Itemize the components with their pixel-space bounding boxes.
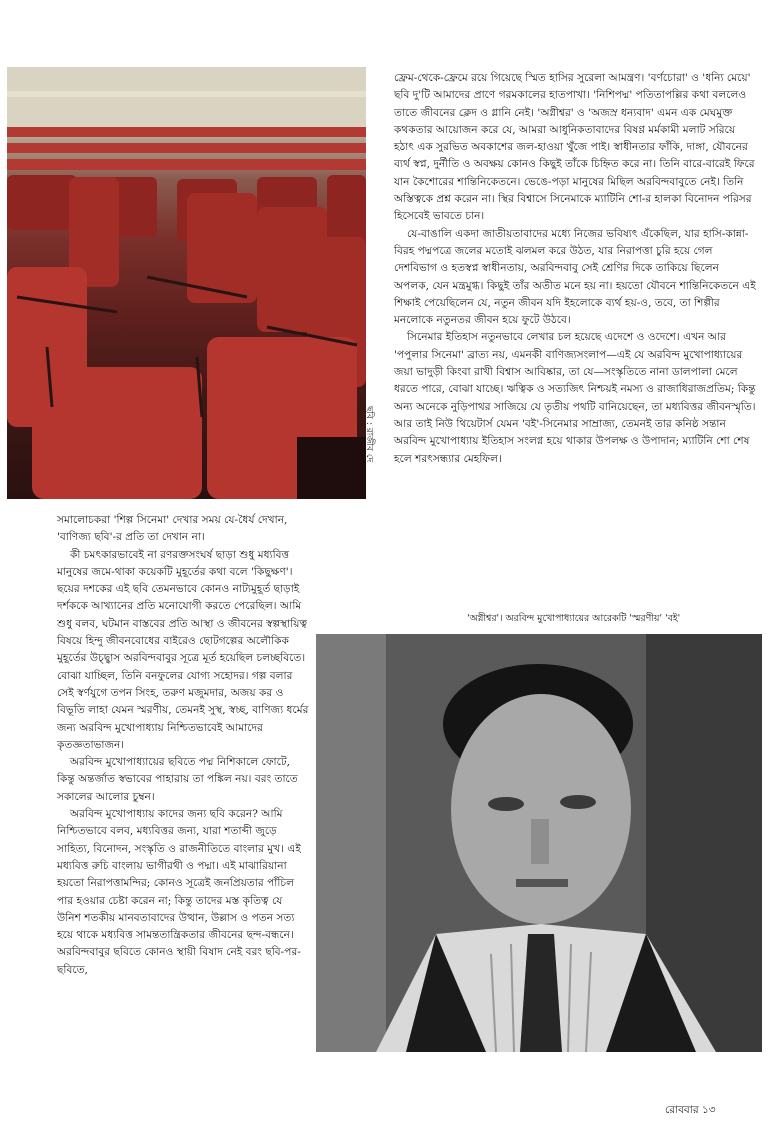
article-left-column	[57, 512, 309, 979]
paragraph: যে-বাঙালি একদা জাতীয়তাবাদের মধ্যে নিজের ভবিষ্যৎ এঁকেছিল, যার হাসি-কান্না-বিরহ পদ্মপত্রে জলের মতোই ঝলমল করে উঠত, যার নিরাপত্তা চুরি হয়ে গেল দেশবিভাগ ও হতস্বপ্ন স্বাধীনতায়, অরবিন্দবাবু সেই শ্রেণির দিকে তাকিয়ে ছিলেন অপলক, যেন মন্ত্রমুগ্ধ। কিছুই তাঁর অতীত মনে হয় না। হয়তো যৌবনে শান্তিনিকেতনে এই শিক্ষাই পেয়েছিলেন যে, নতুন জীবন যদি ইহলোকে ব্যর্থ হয়-ও, তবে, তা শিল্পীর মনলোকে নতুনতর জীবন হয়ে ফুটে উঠবে।	[394, 227, 756, 327]
page-number: ১৩	[701, 1104, 716, 1116]
photo-caption: 'অগ্নীশ্বর'। অরবিন্দ মুখোপাধ্যায়ের আরেকটি 'স্মরণীয়' 'বই'	[467, 613, 681, 624]
paragraph: সমালোচকরা 'শিল্প সিনেমা' দেখার সময় যে-ধৈর্য দেখান, 'বাণিজ্য ছবি'-র প্রতি তা দেখান না।	[57, 514, 288, 544]
paragraph: কী চমৎকারভাবেই না রণরক্তসংঘর্ষ ছাড়া শুধু মধ্যবিত্ত মানুষের জমে-থাকা কয়েকটি মুহূর্তের কথা বলে 'কিছুক্ষণ'। ছয়ের দশকের এই ছবি তেমনভাবে কোনও নাট্যমুহূর্ত ছাড়াই দর্শককে আখ্যানের প্রতি মনোযোগী করতে পেরেছিল। আমি শুধু বলব, ঘটমান বাস্তবের প্রতি আস্থা ও জীবনের স্বল্পস্থায়িত্ব বিষয়ে হিন্দু জীবনবোধের বাইরেও ছোটগল্পের অলৌকিক মুহূর্তের উচ্ছ্বাস অরবিন্দবাবুর সূত্রে মূর্ত হয়েছিল চলচ্ছবিতে। বোঝা যাচ্ছিল, তিনি বনফুলের যোগ্য সহোদর। গল্প বলার সেই স্বর্ণযুগে তপন সিংহ, তরুণ মজুমদার, অজয় কর ও বিভূতি লাহা যেমন স্মরণীয়, তেমনই সুস্থ, স্বচ্ছ, বাণিজ্য ধর্মের জন্য অরবিন্দ মুখোপাধ্যায় নিশ্চিতভাবেই আমাদের কৃতজ্ঞতাভাজন।	[57, 548, 309, 751]
paragraph: সিনেমার ইতিহাস নতুনভাবে লেখার চল হয়েছে এদেশে ও ওদেশে। এখন আর 'পপুলার সিনেমা' ব্রাত্য নয়, এমনকী বাণিজ্যসংলাপ—এই যে অরবিন্দ মুখোপাধ্যায়ের জয়া ভাদুড়ী কিংবা রাখী বিশ্বাস আবিষ্কার, তা যে—সংস্কৃতিতে নানা ডালপালা মেলে ধরতে পারে, বোঝা যাচ্ছে। ঋত্বিক ও সত্যজিৎ নিশ্চয়ই নমস্য ও রাজাধিরাজপ্রতিম; কিন্তু অন্য অনেকে নুড়িপাথর সাজিয়ে যে তৃতীয় পথটি বানিয়েছেন, তা মধ্যবিত্তর জীবনস্মৃতি। আর তাই নিউ থিয়েটার্স যেমন 'বই'-সিনেমার সাম্রাজ্য, তেমনই তার কনিষ্ঠ সন্তান অরবিন্দ মুখোপাধ্যায় ইতিহাস সংলগ্ন হয়ে থাকার উপলক্ষ ও উপাদান; ম্যাটিনি শো শেষ হলে শরৎসন্ধ্যার মেহফিল।	[394, 331, 756, 465]
paragraph: অরবিন্দ মুখোপাধ্যায় কাদের জন্য ছবি করেন? আমি নিশ্চিতভাবে বলব, মধ্যবিত্তর জন্য, যারা শতাব্দী জুড়ে সাহিত্য, বিনোদন, সংস্কৃতি ও রাজনীতিতে বাংলার মুখ। এই মধ্যবিত্ত রুচি বাংলায় ভাগীরথী ও পদ্মা। এই মাঝারিয়ানা হয়তো নিরাপত্তামন্দির; কোনও সূত্রেই জনপ্রিয়তার পাঁচিল পার হওয়ার চেষ্টা করেন না; কিন্তু তাদের মস্ত কৃতিত্ব যে উনিশ শতকীয় মানবতাবাদের উত্থান, উল্লাস ও পতন সত্য হয়ে থাকে মধ্যবিত্ত সামন্ততান্ত্রিকতার জীবনের ছন্দ-বন্ধনে। অরবিন্দবাবুর ছবিতে কোনও স্থায়ী বিষাদ নেই বরং ছবি-পর-ছবিতে,	[57, 808, 301, 976]
actor-portrait-photo	[316, 634, 762, 1052]
magazine-name: রোববার	[665, 1104, 699, 1116]
paragraph: অরবিন্দ মুখোপাধ্যায়ের ছবিতে পদ্ম নিশিকালে ফোটে, কিন্তু অন্তর্জাত স্বভাবের পাহারায় তা পঙ্কিল নয়। বরং তাতে সকালের আলোর চুম্বন।	[57, 756, 298, 803]
photo-credit: ছবি : রাজীব দে	[364, 406, 374, 463]
article-right-column	[394, 70, 756, 468]
actor-portrait-illustration	[316, 634, 762, 1052]
cinema-seats-photo	[7, 67, 366, 499]
cinema-seats-illustration	[7, 67, 366, 499]
paragraph: ফ্রেম-থেকে-ফ্রেমে রয়ে গিয়েছে স্মিত হাসির সুরেলা আমন্ত্রণ। 'বর্ণচোরা' ও 'ধন্যি মেয়ে' ছবি দু'টি আমাদের প্রাণে গরমকালের হাতপাখা। 'নিশিপদ্ম' পতিতাপল্লির কথা বললেও তাতে জীবনের ক্লেদ ও গ্লানি নেই। 'অগ্নীশ্বর' ও 'অজস্র ধন্যবাদ' এমন এক মেঘমুক্ত কথকতার আয়োজন করে যে, আমরা আধুনিকতাবাদের বিষণ্ণ মর্মকামী মলাট সরিয়ে হঠাৎ এক সুরভিত অবকাশের জল-হাওয়া খুঁজে পাই। স্বাধীনতার ফাঁকি, দাঙ্গা, যৌবনের ব্যর্থ স্বপ্ন, দুর্নীতি ও অবক্ষয় কোনও কিছুই তাঁকে চিহ্নিত করে না। তিনি বারে-বারেই ফিরে যান কৈশোরের শান্তিনিকেতনে। ভেঙে-পড়া মানুষের মিছিল অরবিন্দবাবুতে নেই। তিনি অস্তিত্বকে প্রশ্ন করেন না। স্থির বিশ্বাসে সিনেমাকে ম্যাটিনি শো-র হালকা বিনোদন পরিসর হিসেবেই ভাবতে চান।	[394, 72, 755, 223]
page-footer	[665, 1103, 716, 1120]
